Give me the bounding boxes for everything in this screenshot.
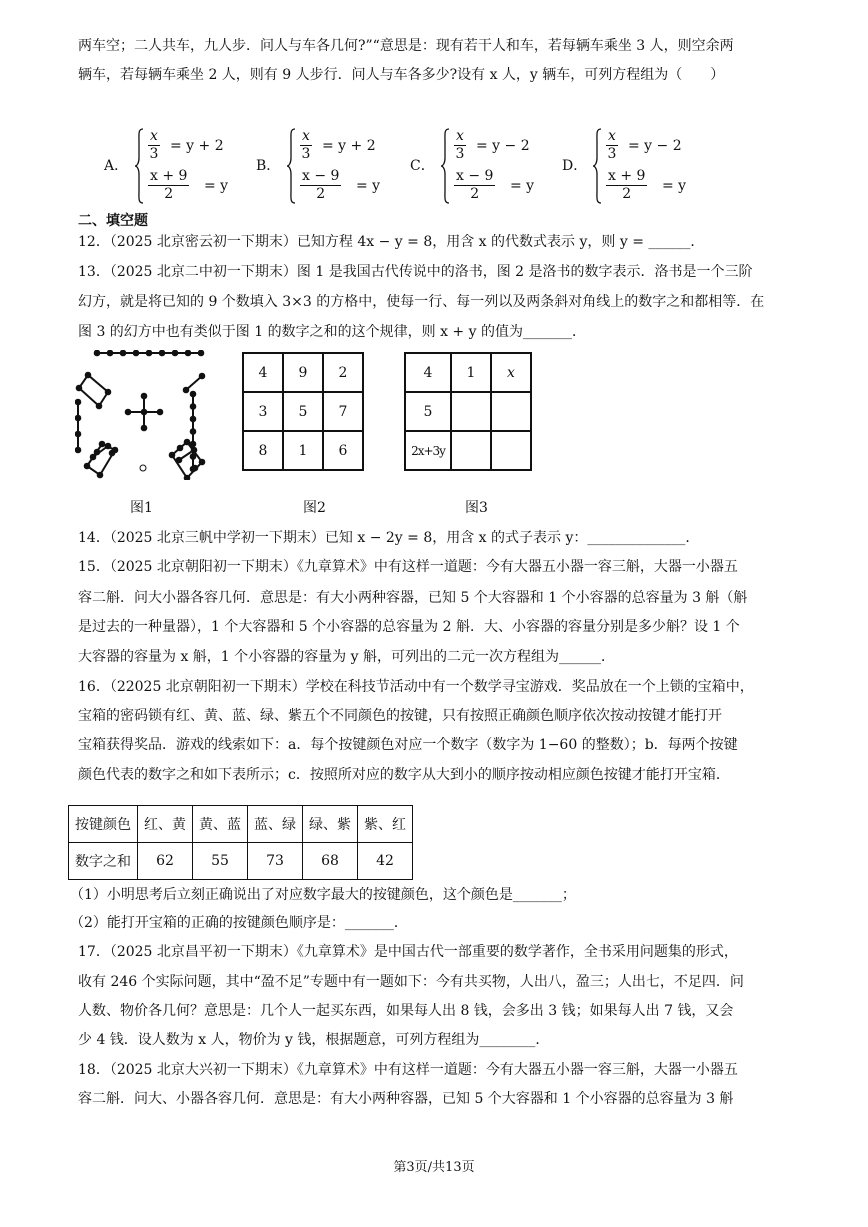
fraction <box>148 168 189 203</box>
text-line: 16．（22025 北京朝阳初一下期末）学校在科技节活动中有一个数学寻宝游戏．奖品放在一个上锁的宝箱中， <box>78 679 754 695</box>
option-label: A． <box>104 158 129 174</box>
cell: 2x+3y <box>405 431 451 470</box>
cell <box>451 431 491 470</box>
text-line: 辆车，若每辆车乘坐 2 人，则有 9 人步行．问人与车各多少?设有 x 人，y 辆车，可列方程组为（ ） <box>78 67 725 83</box>
denominator: 2 <box>164 186 174 202</box>
option-label: B． <box>256 158 281 174</box>
section-title: 二、填空题 <box>78 213 148 229</box>
luoshu-dot <box>84 463 91 470</box>
denominator: 3 <box>455 146 465 162</box>
luoshu-dot <box>96 403 103 410</box>
cell: 2 <box>323 353 363 392</box>
luoshu-dot <box>75 447 81 454</box>
cell: 8 <box>243 431 283 470</box>
luoshu-dot <box>172 350 179 356</box>
cell <box>451 392 491 431</box>
numerator: x + 9 <box>608 168 646 184</box>
table-cell: 按键颜色 <box>69 806 138 843</box>
cell <box>491 392 531 431</box>
text-line: 17．（2025 北京昌平初一下期末）《九章算术》是中国古代一部重要的数学著作，全书采用问题集的形式， <box>78 944 738 960</box>
fraction <box>300 168 341 203</box>
luoshu-dot <box>109 450 116 457</box>
text-line: 是过去的一种量器），1 个大容器和 5 个小容器的总容量为 2 斛．大、小容器的容量分别是多少斛？设 1 个 <box>78 619 740 635</box>
luoshu-dot <box>94 350 101 356</box>
table-row <box>69 843 413 880</box>
text-line: 两车空；二人共车，九人步．问人与车各几何?”“意思是：现有若干人和车，若每辆车乘坐 3 人，则空余两 <box>78 38 734 54</box>
luoshu-dot <box>85 372 92 379</box>
option-d[interactable] <box>562 128 702 204</box>
cell: 3 <box>243 392 283 431</box>
table-cell: 蓝、绿 <box>248 806 303 843</box>
sub-question-1: （1）小明思考后立刻正确说出了对应数字最大的按键颜色，这个颜色是_______； <box>70 887 576 903</box>
luoshu-dot <box>190 441 197 448</box>
brace-icon <box>134 128 144 204</box>
luoshu-dot <box>184 439 191 446</box>
cell: 7 <box>323 392 363 431</box>
option-label: D． <box>562 158 588 174</box>
fraction <box>148 128 160 163</box>
table-cell: 62 <box>138 843 193 880</box>
text-line: 13．（2025 北京二中初一下期末）图 1 是我国古代传说中的洛书，图 2 是洛书的数字表示．洛书是一个三阶 <box>78 264 753 280</box>
text-line: 幻方，就是将已知的 9 个数填入 3×3 的方格中，使每一行、每一列以及两条斜对角线上的数字之和都相等．在 <box>78 294 765 310</box>
cell: x <box>491 353 531 392</box>
equation-rhs: = y <box>356 178 381 194</box>
numerator: x − 9 <box>456 168 494 184</box>
text-line: 容二斛．问大小器各容几何．意思是：有大小两种容器，已知 5 个大容器和 1 个小容器的总容量为 3 斛（斛 <box>78 590 748 606</box>
denominator: 3 <box>607 146 617 162</box>
table-cell: 绿、紫 <box>303 806 358 843</box>
question-12: 12．（2025 北京密云初一下期末）已知方程 4x − y = 8，用含 x 的代数式表示 y，则 y = ______． <box>78 234 705 250</box>
luoshu-dot <box>146 350 153 356</box>
denominator: 2 <box>316 186 326 202</box>
equation-rhs: = y − 2 <box>476 138 530 154</box>
luoshu-dot <box>94 449 101 456</box>
table-cell: 55 <box>193 843 248 880</box>
question-14: 14．（2025 北京三帆中学初一下期末）已知 x − 2y = 8，用含 x 的式子表示 y：______________． <box>78 530 700 546</box>
brace-icon <box>440 128 450 204</box>
brace-icon <box>592 128 602 204</box>
cell: 5 <box>283 392 323 431</box>
equation-rhs: = y <box>510 178 535 194</box>
equation-rhs: = y <box>204 178 229 194</box>
luoshu-dot <box>192 465 199 472</box>
figure-label: 图3 <box>465 500 488 516</box>
sub-question-2: （2）能打开宝箱的正确的按键颜色顺序是：_______． <box>70 915 408 931</box>
cell: 4 <box>405 353 451 392</box>
denominator: 3 <box>149 146 159 162</box>
luoshu-dot <box>190 453 197 460</box>
table-cell: 数字之和 <box>69 843 138 880</box>
text-line: 收有 246 个实际问题，其中“盈不足”专题中有一题如下：今有共买物，人出八，盈三；人出七，不足四．问 <box>78 974 744 990</box>
cell: 4 <box>243 353 283 392</box>
brace-icon <box>286 128 296 204</box>
table-cell: 红、黄 <box>138 806 193 843</box>
text-line: 图 3 的幻方中也有类似于图 1 的数字之和的这个规律，则 x + y 的值为_______． <box>78 324 586 340</box>
equation-rhs: = y − 2 <box>628 138 682 154</box>
luoshu-dot <box>177 445 184 452</box>
text-line: 15．（2025 北京朝阳初一下期末）《九章算术》中有这样一道题：今有大器五小器一容三斛，大器一小器五 <box>78 559 738 575</box>
luoshu-dot <box>190 416 197 423</box>
luoshu-dot <box>99 441 106 448</box>
fraction <box>454 128 466 163</box>
luoshu-dot <box>133 350 140 356</box>
luoshu-dot <box>75 399 81 406</box>
table-row <box>69 806 413 843</box>
equation-rhs: = y <box>662 178 687 194</box>
denominator: 2 <box>622 186 632 202</box>
luoshu-dot <box>183 387 190 394</box>
table-cell: 42 <box>358 843 413 880</box>
denominator: 2 <box>470 186 480 202</box>
figure-2-magic-square <box>242 352 364 471</box>
text-line: 容二斛．问大、小器各容几何．意思是：有大小两种容器，已知 5 个大容器和 1 个小容器的总容量为 3 斛 <box>78 1091 734 1107</box>
numerator: x <box>456 128 464 144</box>
cell: 9 <box>283 353 323 392</box>
luoshu-dot <box>76 385 83 392</box>
luoshu-dot <box>198 350 205 356</box>
luoshu-dot <box>199 373 206 380</box>
luoshu-dot <box>105 443 112 450</box>
fraction <box>300 128 312 163</box>
luoshu-dot <box>141 393 148 400</box>
numerator: x <box>150 128 158 144</box>
figure-3-magic-square <box>404 352 532 471</box>
luoshu-dot <box>176 457 183 464</box>
option-b[interactable] <box>256 128 396 204</box>
luoshu-dot <box>107 350 114 356</box>
luoshu-dot <box>141 409 148 416</box>
luoshu-dot <box>105 389 112 396</box>
figure-label: 图1 <box>130 500 153 516</box>
numerator: x + 9 <box>150 168 188 184</box>
text-line: 18．（2025 北京大兴初一下期末）《九章算术》中有这样一道题：今有大器五小器一容三斛，大器一小器五 <box>78 1062 738 1078</box>
luoshu-dot <box>97 472 104 479</box>
luoshu-dot <box>159 350 166 356</box>
luoshu-dot <box>120 350 127 356</box>
table-cell: 68 <box>303 843 358 880</box>
cell: 1 <box>283 431 323 470</box>
luoshu-figure <box>75 350 220 480</box>
equation-rhs: = y + 2 <box>322 138 376 154</box>
luoshu-dot <box>169 452 176 459</box>
table-cell: 73 <box>248 843 303 880</box>
cell: 5 <box>405 392 451 431</box>
luoshu-dot <box>190 428 197 435</box>
fraction <box>454 168 495 203</box>
numerator: x <box>608 128 616 144</box>
table-cell: 黄、蓝 <box>193 806 248 843</box>
numerator: x <box>302 128 310 144</box>
figure-label: 图2 <box>303 500 326 516</box>
option-label: C． <box>410 158 435 174</box>
cell <box>491 431 531 470</box>
cell: 6 <box>323 431 363 470</box>
option-a[interactable] <box>104 128 244 204</box>
luoshu-dot <box>141 425 148 432</box>
luoshu-dot <box>190 391 197 398</box>
text-line: 宝箱的密码锁有红、黄、蓝、绿、紫五个不同颜色的按键，只有按照正确颜色顺序依次按动按键才能打开 <box>78 708 722 724</box>
luoshu-dot <box>125 409 132 416</box>
fraction <box>606 128 618 163</box>
table-cell: 紫、红 <box>358 806 413 843</box>
text-line: 宝箱获得奖品．游戏的线索如下：a．每个按键颜色对应一个数字（数字为 1−60 的整数）；b．每两个按键 <box>78 737 738 753</box>
luoshu-dot <box>199 459 206 466</box>
text-line: 少 4 钱．设人数为 x 人，物价为 y 钱，根据题意，可列方程组为________． <box>78 1032 550 1048</box>
page-number: 第3页/共13页 <box>393 1160 475 1175</box>
text-line: 大容器的容量为 x 斛，1 个小容器的容量为 y 斛，可列出的二元一次方程组为______． <box>78 649 615 665</box>
cell: 1 <box>451 353 491 392</box>
luoshu-dot <box>75 431 81 438</box>
luoshu-dot <box>157 409 164 416</box>
denominator: 3 <box>301 146 311 162</box>
luoshu-dot <box>190 403 197 410</box>
button-sum-table <box>68 805 413 880</box>
text-line: 颜色代表的数字之和如下表所示；c．按照所对应的数字从大到小的顺序按动相应颜色按键才能打开宝箱． <box>78 767 730 783</box>
numerator: x − 9 <box>302 168 340 184</box>
fraction <box>606 168 647 203</box>
equation-rhs: = y + 2 <box>170 138 224 154</box>
luoshu-dot <box>191 447 198 454</box>
luoshu-dot <box>185 350 192 356</box>
luoshu-dot <box>75 415 81 422</box>
text-line: 人数、物价各几何？意思是：几个人一起买东西，如果每人出 8 钱，会多出 3 钱；如果每人出 7 钱，又会 <box>78 1003 734 1019</box>
option-c[interactable] <box>410 128 550 204</box>
